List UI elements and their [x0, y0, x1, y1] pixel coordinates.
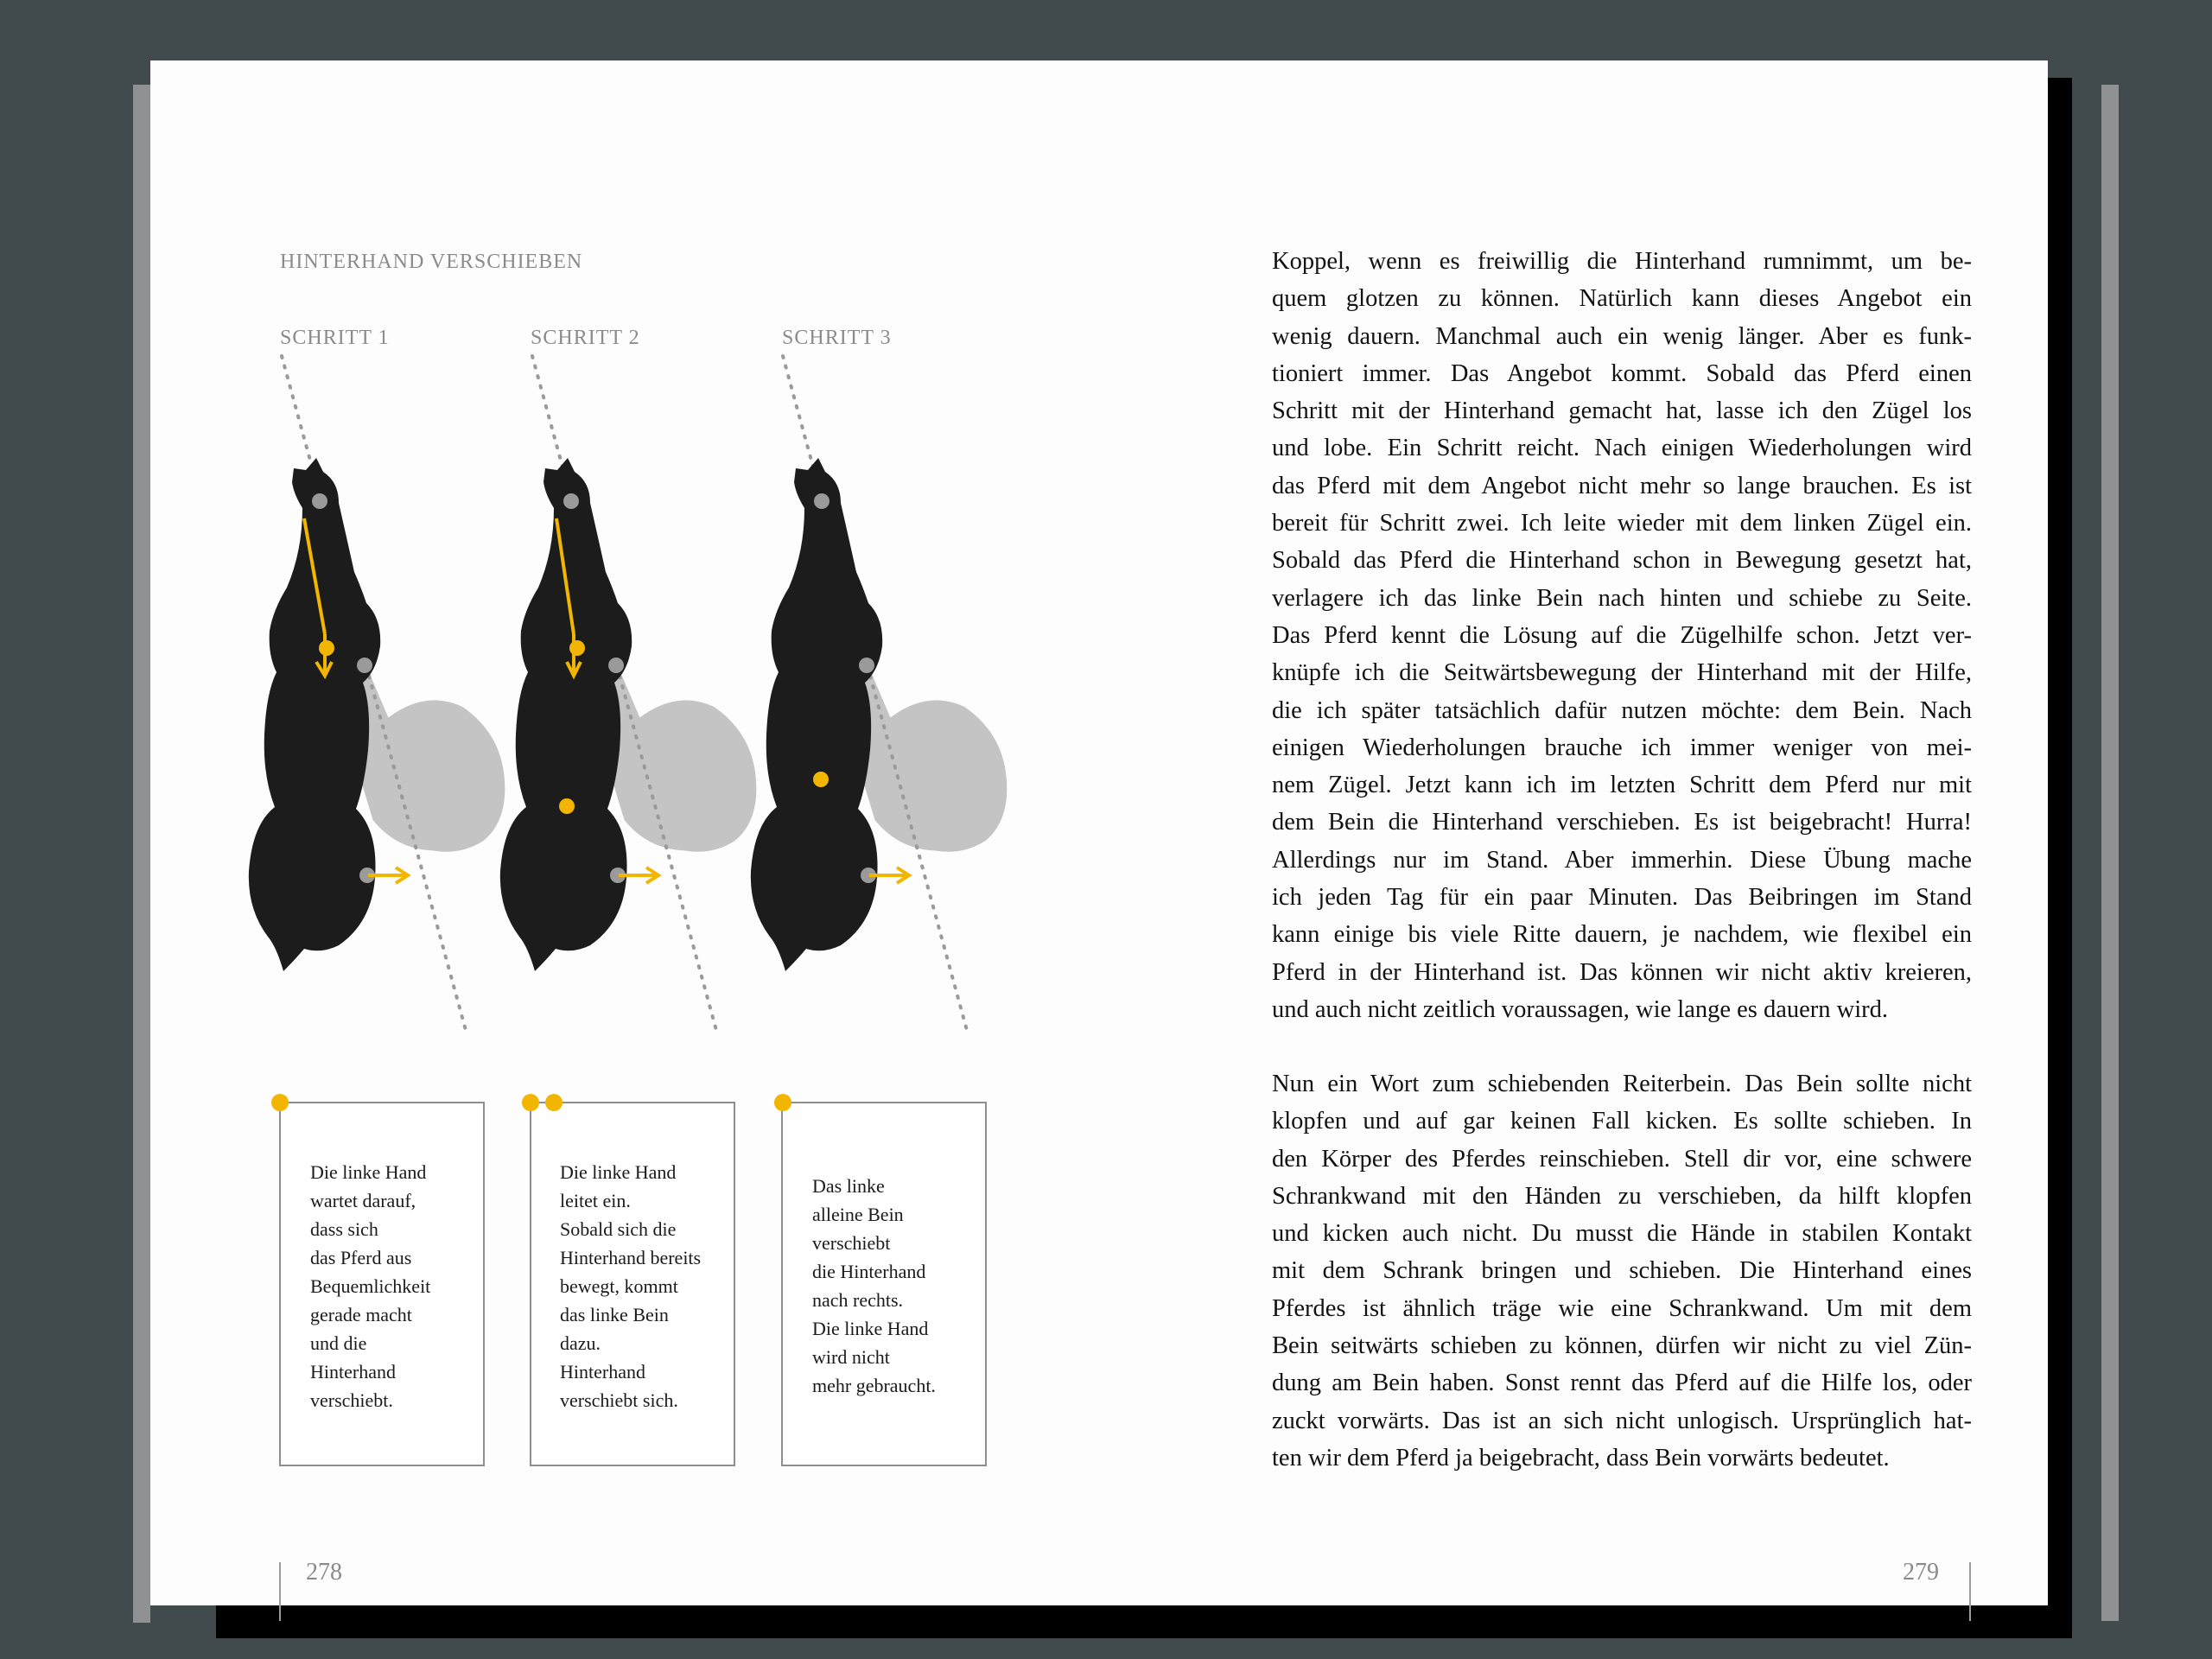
shoulder-marker	[859, 658, 874, 673]
step-3-figure	[751, 356, 1023, 1033]
shoulder-marker	[357, 658, 372, 673]
text-line: Koppel, wenn es freiwillig die Hinterhand rumnimmt, um be-	[1272, 248, 1972, 275]
caption-text-step-2: Die linke Hand leitet ein. Sobald sich die Hinterhand bereits bewegt, kommt das linke Bein dazu. Hinterhand verschiebt sich.	[560, 1161, 702, 1411]
horse-silhouette	[249, 458, 380, 971]
text-line: quem glotzen zu können. Natürlich kann dieses Angebot ein	[1272, 285, 1972, 313]
text-line: knüpfe ich die Seitwärtsbewegung der Hinterhand mit der Hilfe,	[1272, 659, 1972, 687]
text-line: und kicken auch nicht. Du musst die Hände in stabilen Kontakt	[1272, 1220, 1972, 1248]
caption-marker-dot	[545, 1094, 563, 1111]
text-line: kann einige bis viele Ritte dauern, je nachdem, wie flexibel ein	[1272, 921, 1972, 949]
leg-marker	[559, 798, 575, 814]
text-line: Bein seitwärts schieben zu können, dürfen wir nicht zu viel Zün-	[1272, 1332, 1972, 1360]
leg-marker	[813, 772, 829, 787]
head-marker	[312, 493, 327, 509]
text-line: verlagere ich das linke Bein nach hinten und schiebe zu Seite.	[1272, 584, 1972, 612]
text-line: ich jeden Tag für ein paar Minuten. Das Beibringen im Stand	[1272, 884, 1972, 912]
text-line: Nun ein Wort zum schiebenden Reiterbein. Das Bein sollte nicht	[1272, 1071, 1972, 1097]
text-line: Pferd in der Hinterhand ist. Das können wir nicht aktiv kreieren,	[1272, 958, 1972, 986]
text-line: und auch nicht zeitlich voraussagen, wie lange es dauern wird.	[1272, 995, 1889, 1023]
step-label-3: SCHRITT 3	[782, 327, 892, 349]
text-line: zuckt vorwärts. Das ist an sich nicht unlogisch. Ursprünglich hat-	[1272, 1407, 1972, 1434]
text-line: den Körper des Pferdes reinschieben. Stell dir vor, eine schwere	[1272, 1145, 1972, 1173]
page-number-left: 278	[306, 1559, 342, 1586]
caption-marker-dot	[271, 1094, 289, 1111]
step-1-figure	[249, 356, 521, 1033]
folio-rule-left	[279, 1562, 281, 1621]
horse-silhouette	[500, 458, 632, 971]
horse-silhouette	[751, 458, 882, 971]
caption-marker-dot	[522, 1094, 539, 1111]
text-line: Das Pferd kennt die Lösung auf die Zügelhilfe schon. Jetzt ver-	[1272, 621, 1972, 649]
text-line: nem Zügel. Jetzt kann ich im letzten Schritt dem Pferd nur mit	[1272, 772, 1972, 799]
caption-marker-dot	[774, 1094, 791, 1111]
page-number-right: 279	[1903, 1559, 1939, 1586]
step-label-2: SCHRITT 2	[531, 327, 640, 349]
caption-text-step-3: Das linke alleine Bein verschiebt die Hinterhand nach rechts. Die linke Hand wird nicht mehr gebraucht.	[812, 1175, 936, 1396]
hand-marker	[569, 640, 585, 656]
body-paragraph-2	[1272, 1065, 1972, 1477]
text-line: einigen Wiederholungen brauche ich immer weniger von mei-	[1272, 734, 1972, 761]
text-line: tioniert immer. Das Angebot kommt. Sobald das Pferd einen	[1272, 359, 1972, 387]
shoulder-marker	[608, 658, 624, 673]
text-line: mit dem Schrank bringen und schieben. Die Hinterhand eines	[1272, 1257, 1972, 1285]
text-line: und lobe. Ein Schritt reicht. Nach einigen Wiederholungen wird	[1272, 435, 1972, 462]
text-line: ten wir dem Pferd ja beigebracht, dass Bein vorwärts bedeutet.	[1272, 1444, 1890, 1471]
text-line: bereit für Schritt zwei. Ich leite wieder mit dem linken Zügel ein.	[1272, 510, 1972, 537]
text-line: dem Bein die Hinterhand verschieben. Es ist beigebracht! Hurra!	[1272, 809, 1972, 836]
hand-marker	[319, 640, 334, 656]
text-line: Schritt mit der Hinterhand gemacht hat, lasse ich den Zügel los	[1272, 397, 1972, 425]
step-label-1: SCHRITT 1	[280, 327, 390, 349]
text-line: klopfen und auf gar keinen Fall kicken. Es sollte schieben. In	[1272, 1108, 1972, 1135]
head-marker	[563, 493, 579, 509]
head-marker	[814, 493, 830, 509]
body-paragraph-1	[1272, 243, 1972, 1028]
caption-text-step-1: Die linke Hand wartet darauf, dass sich das Pferd aus Bequemlichkeit gerade macht und die Hinterhand verschiebt.	[310, 1161, 431, 1411]
text-line: das Pferd mit dem Angebot nicht mehr so lange brauchen. Es ist	[1272, 472, 1972, 499]
text-line: dung am Bein haben. Sonst rennt das Pferd auf die Hilfe los, oder	[1272, 1370, 1972, 1397]
folio-rule-right	[1969, 1562, 1971, 1621]
text-line: Allerdings nur im Stand. Aber immerhin. Diese Übung mache	[1272, 846, 1972, 874]
text-line: Schrankwand mit den Händen zu verschieben, da hilft klopfen	[1272, 1182, 1972, 1210]
text-line: wenig dauern. Manchmal auch ein wenig länger. Aber es funk-	[1272, 322, 1972, 350]
step-2-figure	[500, 356, 772, 1033]
text-line: Pferdes ist ähnlich träge wie eine Schrankwand. Um mit dem	[1272, 1294, 1972, 1322]
text-line: Sobald das Pferd die Hinterhand schon in Bewegung gesetzt hat,	[1272, 547, 1972, 575]
text-line: die ich später tatsächlich dafür nutzen möchte: dem Bein. Nach	[1272, 696, 1972, 724]
running-head: HINTERHAND VERSCHIEBEN	[280, 251, 583, 273]
